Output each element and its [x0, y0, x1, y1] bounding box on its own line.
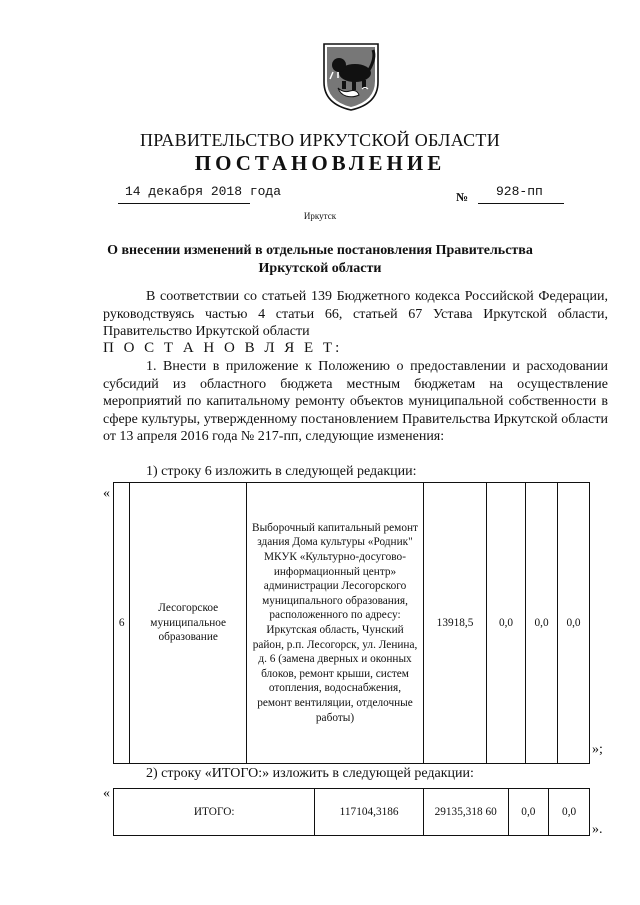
total-amount-1: 117104,3186: [315, 789, 424, 836]
subject-line-2: Иркутской области: [258, 261, 382, 276]
row6-table: [113, 482, 590, 764]
number-sign: №: [456, 190, 469, 204]
total-value-2: 0,0: [549, 789, 590, 836]
row6-value-1: 0,0: [486, 483, 525, 764]
city: Иркутск: [303, 211, 337, 221]
row6-amount: 13918,5: [424, 483, 487, 764]
government-title: ПРАВИТЕЛЬСТВО ИРКУТСКОЙ ОБЛАСТИ: [139, 130, 501, 150]
irkutsk-coat-of-arms-icon: [322, 42, 380, 112]
document-date: 14 декабря 2018 года: [125, 184, 282, 199]
total-table: [113, 788, 590, 836]
total-open-quote: «: [103, 786, 110, 801]
row6-object: Выборочный капитальный ремонт здания Дома культуры «Родник" МКУК «Культурно-досугово-информационный центр» администрации Лесогорского муниципального образования, расположенного по адресу: Иркутская область, Чунский район, р.п. Лесогорск, ул. Ленина, д. 6 (замена дверных и оконных блоков, ремонт крыши, систем отопления, водоснабжения, ремонт вентиляции, отделочные работы): [246, 483, 423, 764]
row6-open-quote: «: [103, 486, 110, 501]
row6-value-3: 0,0: [558, 483, 590, 764]
document-subject: [0, 242, 640, 278]
total-label: ИТОГО:: [114, 789, 315, 836]
document-type: ПОСТАНОВЛЕНИЕ: [194, 151, 446, 175]
total-value-1: 0,0: [508, 789, 549, 836]
resolves-heading: П О С Т А Н О В Л Я Е Т:: [103, 340, 343, 356]
total-close-quote: ».: [592, 822, 603, 837]
number-underline: [478, 203, 564, 204]
total-amount-2: 29135,318 60: [423, 789, 508, 836]
item-1-paragraph: 1. Внести в приложение к Положению о предоставлении и расходовании субсидий из областного бюджета местным бюджетам на осуществление мероприятий по капитальному ремонту объектов муниципальной собственности в сфере культуры, утвержденному постановлением Правительства Иркутской области от 13 апреля 2016 года № 217-пп, следующие изменения:: [103, 359, 608, 444]
table-row: [114, 483, 590, 764]
row6-number: 6: [114, 483, 130, 764]
table-row: [114, 789, 590, 836]
document-number: 928-пп: [496, 184, 543, 199]
row6-value-2: 0,0: [526, 483, 558, 764]
preamble-paragraph: В соответствии со статьей 139 Бюджетного кодекса Российской Федерации, руководствуясь частью 4 статьи 66, статьей 67 Устава Иркутской области, Правительство Иркутской области: [103, 289, 608, 339]
subject-line-1: О внесении изменений в отдельные постановления Правительства: [107, 243, 533, 258]
row6-close-quote: »;: [592, 742, 603, 757]
subitem-1: 1) строку 6 изложить в следующей редакции:: [146, 464, 417, 479]
row6-municipality: Лесогорское муниципальное образование: [130, 483, 246, 764]
date-underline: [118, 203, 250, 204]
subitem-2: 2) строку «ИТОГО:» изложить в следующей редакции:: [146, 766, 474, 781]
